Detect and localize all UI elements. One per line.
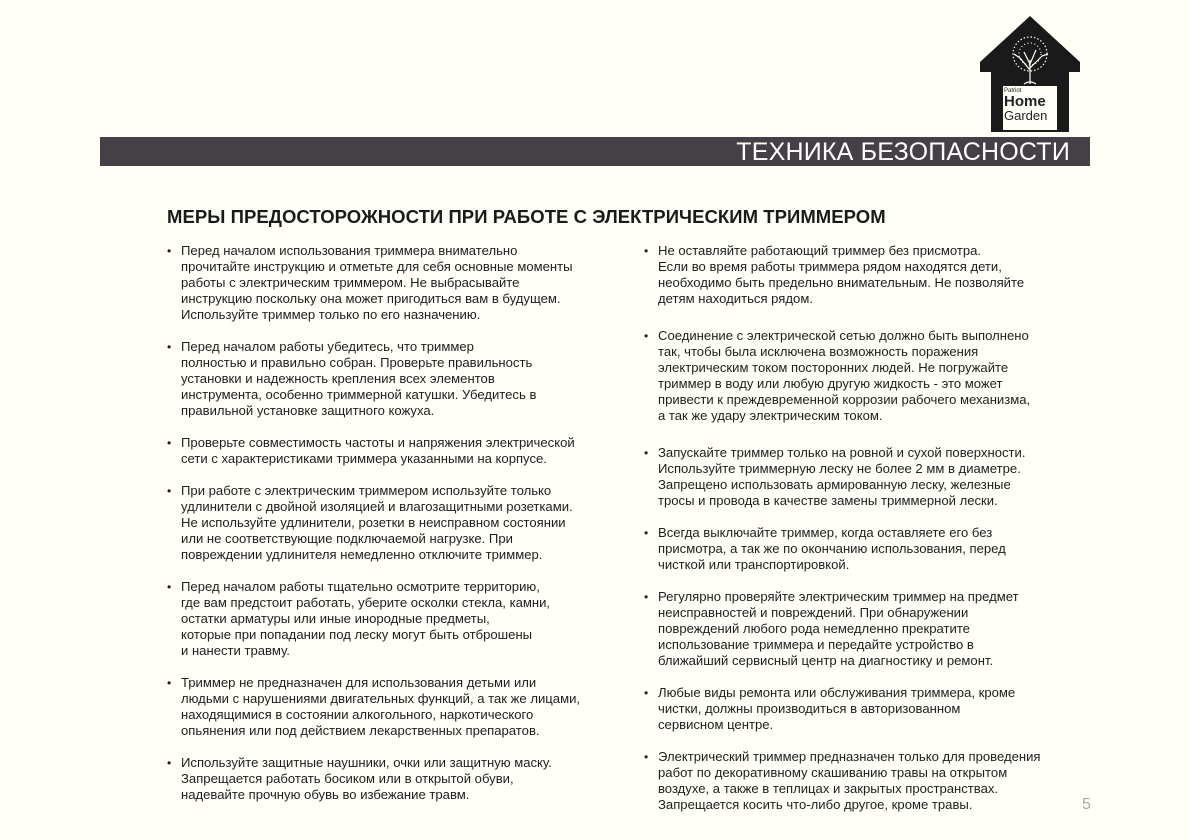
- list-item-line: и нанести травму.: [181, 643, 290, 658]
- list-item-line: электрическим током посторонних людей. Не погружайте: [658, 360, 1009, 375]
- list-item-line: • При работе с электрическим триммером используйте только: [181, 483, 552, 498]
- list-item-line: присмотра, а так же по окончанию использования, перед: [658, 541, 1006, 556]
- list-item: [644, 445, 1084, 509]
- list-item-line: использование триммера и передайте устройство в: [658, 637, 974, 652]
- list-item-line: Если во время работы триммера рядом находятся дети,: [658, 259, 1002, 274]
- list-item-line: • Перед началом работы тщательно осмотрите территорию,: [181, 579, 540, 594]
- list-item-line: опьянения или под действием лекарственных препаратов.: [181, 723, 540, 738]
- right-precautions-list: [644, 243, 1084, 834]
- list-item-line: Используйте триммер только по его назначению.: [181, 307, 481, 322]
- list-item-line: остатки арматуры или иные инородные предметы,: [181, 611, 490, 626]
- list-item-line: тросы и провода в качестве замены триммерной лески.: [658, 493, 998, 508]
- list-item: [644, 243, 1084, 307]
- page-heading: МЕРЫ ПРЕДОСТОРОЖНОСТИ ПРИ РАБОТЕ С ЭЛЕКТРИЧЕСКИМ ТРИММЕРОМ: [167, 206, 886, 227]
- list-item-line: чисткой или транспортировкой.: [658, 557, 850, 572]
- list-item-line: инструкцию поскольку она может пригодиться вам в будущем.: [181, 291, 561, 306]
- list-item-line: воздухе, а также в теплицах и закрытых пространствах.: [658, 781, 999, 796]
- list-item-line: а так же удару электрическим током.: [658, 408, 883, 423]
- list-item-line: • Перед началом использования триммера внимательно: [181, 243, 518, 258]
- list-item-line: инструмента, особенно триммерной катушки. Убедитесь в: [181, 387, 537, 402]
- list-item: [167, 435, 622, 467]
- list-item: [167, 579, 622, 659]
- list-item-line: людьми с нарушениями двигательных функций, а так же лицами,: [181, 691, 581, 706]
- list-item-line: • Регулярно проверяйте электрическим триммер на предмет: [658, 589, 1019, 604]
- list-item: [644, 589, 1084, 669]
- list-item-line: • Триммер не предназначен для использования детьми или: [181, 675, 537, 690]
- list-item: [167, 755, 622, 803]
- list-item-line: повреждений любого рода немедленно прекратите: [658, 621, 970, 636]
- section-banner: [100, 137, 1090, 166]
- list-item: [167, 243, 622, 323]
- list-item-line: Запрещено использовать армированную леску, железные: [658, 477, 1011, 492]
- list-item-line: повреждении удлинителя немедленно отключите триммер.: [181, 547, 543, 562]
- list-item: [644, 685, 1084, 733]
- list-item-line: так, чтобы была исключена возможность поражения: [658, 344, 979, 359]
- list-item-line: где вам предстоит работать, уберите осколки стекла, камни,: [181, 595, 551, 610]
- list-item-line: надевайте прочную обувь во избежание травм.: [181, 787, 470, 802]
- list-item: [167, 483, 622, 563]
- list-item: [644, 749, 1084, 813]
- logo-garden: Garden: [1004, 108, 1048, 123]
- list-item: [167, 339, 622, 419]
- list-item-line: находящимися в состоянии алкогольного, наркотического: [181, 707, 534, 722]
- list-item-line: • Всегда выключайте триммер, когда оставляете его без: [658, 525, 993, 540]
- list-item-line: работы с электрическим триммером. Не выбрасывайте: [181, 275, 520, 290]
- list-item-line: • Электрический триммер предназначен только для проведения: [658, 749, 1041, 764]
- list-item-line: Используйте триммерную леску не более 2 мм в диаметре.: [658, 461, 1021, 476]
- list-item-line: правильной установке защитного кожуха.: [181, 403, 435, 418]
- page-number: 5: [1082, 796, 1091, 813]
- left-precautions-list: [167, 243, 622, 819]
- list-item-line: Не используйте удлинители, розетки в неисправном состоянии: [181, 515, 566, 530]
- list-item-line: полностью и правильно собран. Проверьте правильность: [181, 355, 533, 370]
- list-item: [167, 675, 622, 739]
- list-item-line: или не соответствующие подключаемой нагрузке. При: [181, 531, 513, 546]
- list-item-line: • Не оставляйте работающий триммер без присмотра.: [658, 243, 982, 258]
- list-item-line: удлинители с двойной изоляцией и влагозащитными розетками.: [181, 499, 573, 514]
- list-item: [644, 328, 1084, 424]
- list-item-line: Запрещается косить что-либо другое, кроме травы.: [658, 797, 973, 812]
- list-item-line: ближайший сервисный центр на диагностику и ремонт.: [658, 653, 994, 668]
- list-item-line: чистки, должны производиться в авторизованном: [658, 701, 961, 716]
- logo-text: [1004, 88, 1060, 122]
- list-item-line: сервисном центре.: [658, 717, 774, 732]
- list-item-line: триммер в воду или любую другую жидкость - это может: [658, 376, 1003, 391]
- list-item-line: • Запускайте триммер только на ровной и сухой поверхности.: [658, 445, 1026, 460]
- list-item-line: Запрещается работать босиком или в открытой обуви,: [181, 771, 514, 786]
- list-item-line: • Проверьте совместимость частоты и напряжения электрической: [181, 435, 575, 450]
- list-item: [644, 525, 1084, 573]
- list-item-line: работ по декоративному скашиванию травы на открытом: [658, 765, 1008, 780]
- banner-title: ТЕХНИКА БЕЗОПАСНОСТИ: [736, 138, 1070, 166]
- list-item-line: необходимо быть предельно внимательным. Не позволяйте: [658, 275, 1025, 290]
- list-item-line: привести к преждевременной коррозии рабочего механизма,: [658, 392, 1031, 407]
- logo-brand-small: Patriot: [1004, 88, 1022, 94]
- list-item-line: • Перед началом работы убедитесь, что триммер: [181, 339, 474, 354]
- list-item-line: • Любые виды ремонта или обслуживания триммера, кроме: [658, 685, 1016, 700]
- list-item-line: установки и надежность крепления всех элементов: [181, 371, 495, 386]
- list-item-line: неисправностей и повреждений. При обнаружении: [658, 605, 969, 620]
- logo-home: Home: [1004, 93, 1046, 110]
- list-item-line: детям находиться рядом.: [658, 291, 813, 306]
- list-item-line: • Соединение с электрической сетью должно быть выполнено: [658, 328, 1029, 343]
- list-item-line: которые при попадании под леску могут быть отброшены: [181, 627, 533, 642]
- list-item-line: прочитайте инструкцию и отметьте для себя основные моменты: [181, 259, 573, 274]
- list-item-line: • Используйте защитные наушники, очки или защитную маску.: [181, 755, 552, 770]
- list-item-line: сети с характеристиками триммера указанными на корпусе.: [181, 451, 547, 466]
